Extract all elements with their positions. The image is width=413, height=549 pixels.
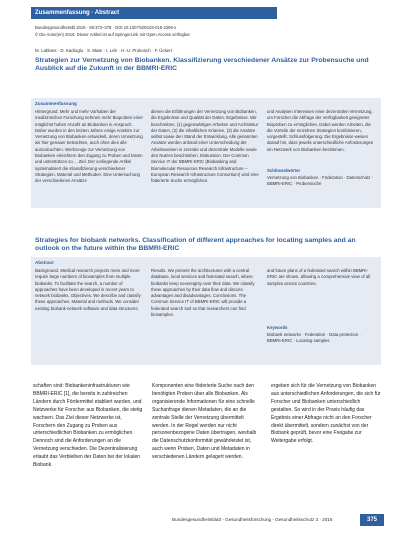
english-abstract-heading: Abstract [35,260,54,265]
body-column-2: Komponenten eine föderierte Suche nach den benötigten Proben über alle Biobanken. Als organisierende Informationen für eine schnelle Suchanfrage dienen Metadaten, die an die zentrale Stelle der Vernetzung übermittelt werden. In der Regel werden nur nicht personenbezogene Daten übertragen, weshalb die Datenschutzkonformität gewährleistet ist, auch wenn Proben, Daten und Metadaten in verschiedenen Ländern gelagert werden. [152,383,257,461]
english-keywords-heading: Keywords [267,325,288,330]
citation-line: Bundesgesundheitsbl 2016 · 59:373–378 · DOI 10.1007/s00103-015-2299-x [35,25,177,30]
english-abstract-col2: Results. We present the architectures with a central database, local services and federated search, where biobanks keep sovereignty over their data. We classify these approaches by their data flow and discuss advantages and disadvantages. Conclusions. The Common Service IT of BBMRI-ERIC will provide a federated search tool so that researchers can find biosamples. [151,268,255,318]
german-keywords-heading: Schlüsselwörter [267,168,301,173]
german-title: Strategien zur Vernetzung von Biobanken. Klassifizierung verschiedener Ansätze zur Probensuche und Ausblick auf die Zukunft in der BBMRI-ERIC [35,57,369,72]
english-keywords: Biobank networks · Federation · Data protection · BBMRI-ERIC · Locating samples [267,332,361,344]
german-abstract-col3: und Analysen Interessen einer dezentralen Vernetzung, um Forscher die Abfrage der Verfügbarkeit geeigneter Bioproben zu ermöglichen. Dabei werden Arbeiten, die die Vorteile der einzelnen Strategien kombinieren, vorgestellt. Schlussfolgerung. Die Ergebnisse weisen darauf hin, dass jeweils unterschiedliche Anforderungen ein Netzwerk von Biobanken bestimmen. [267,109,374,152]
english-title: Strategies for biobank networks. Classification of different approaches for locating samples and an outlook on the future within the BBMRI-ERIC [35,237,356,252]
german-keywords: Vernetzung von Biobanken · Föderation · Datenschutz · BBMRI-ERIC · Probensuche [267,175,374,187]
english-abstract-box [31,257,381,365]
german-abstract-box [31,98,381,208]
english-abstract-col3: and future plans of a federated search within BBMRI-ERIC are shown, allowing a comprehensive view of all samples across countries. [267,268,371,286]
license-line: © Die Autor(en) 2016. Dieser Artikel ist auf SpringerLink mit Open Access verfügbar [35,32,190,37]
body-column-1: schaften sind: Biobankeninfrastrukturen wie BBMRI-ERIC [1], die bereits in zahlreichen Ländern durch Fördermittel etabliert wurden, und Netzwerke für Forscher aus Biobanken, die stetig wachsen. Das Ziel dieser Netzwerke ist, Forschern den Zugang zu Proben aus unterschiedlichen Biobanken zu ermöglichen. Dennoch sind die Anforderungen an die Vernetzung verschieden. Die Dezentralisierung erlaubt das Verbleiben der Daten bei der lokalen Biobank. [33,383,143,469]
journal-footer: Bundesgesundheitsblatt - Gesundheitsforschung - Gesundheitsschutz 3 · 2016 [172,517,333,522]
german-abstract-heading: Zusammenfassung [35,101,77,106]
german-abstract-col1: Hintergrund. Mehr und mehr Vorhaben der medizinischen Forschung nehmen mehr Bioproben einer möglichst hohen Anzahl an Biobanken in Anspruch. Daher wurden in den letzten Jahren einige Ansätze zur Vernetzung von Biobanken entwickelt, deren Umsetzung wir hier genauer betrachten, auch ohne dies alle auszuleuchten. Werkzeuge zur Vernetzung von Biobanken erleichtern den Zugang zu Proben und Daten und unterstützen so ... Ziel. Der vorliegende Artikel systematisiert die Klassifizierung verschiedener Strategien. Material und Methoden. Eine Untersuchung der verschiedenen Ansätze [35,109,143,184]
body-column-3: ergeben sich für die Vernetzung von Biobanken aus unterschiedlichen Anforderungen, die sich für Forscher und Biobanken unterschiedlich gestalten. So wird in der Praxis häufig das Ergebnis einer Abfrage nicht an den Forscher direkt übermittelt, sondern zunächst von der Biobank geprüft, bevor eine Freigabe zur Weitergabe erfolgt. [271,383,381,445]
german-abstract-col2: dienen die Erfahrungen der Vernetzung von Biobanken, die Ergebnisse und Qualität der Daten. Ergebnisse. Wir beschreiben, (1) gegenwärtigen Arbeiten und Architektur der Daten, (2) die inhaltlichen Kriterien, (3) die Ansätze selbst sowie den Stand der Entwicklung. Alle genannten Ansätze werden anhand einer Unterscheidung der Arbeitsweisen in zentrale und dezentrale Modelle sowie den Nutzen beschrieben. Diskussion. Der Common Service IT der BBMRI-ERIC (Biobanking and Biomolecular Resources Research Infrastructure – European Research Infrastructure Consortium) wird eine föderierte Suche ermöglichen. [151,109,259,184]
english-abstract-col1: Background. Medical research projects more and more require large numbers of biosamples from multiple biobanks. To facilitate the search, a number of approaches have been developed in recent years to network biobanks. Objectives. We describe and classify these approaches. Material and methods. We consider existing biobank network software and data structures. [35,268,141,311]
page-number: 375 [360,514,384,526]
authors: M. Lablans · D. Kadioglu · S. Mate · I. Leb · H.-U. Prokosch · F. Ückert [35,48,172,53]
section-header: Zusammenfassung · Abstract [31,7,277,19]
